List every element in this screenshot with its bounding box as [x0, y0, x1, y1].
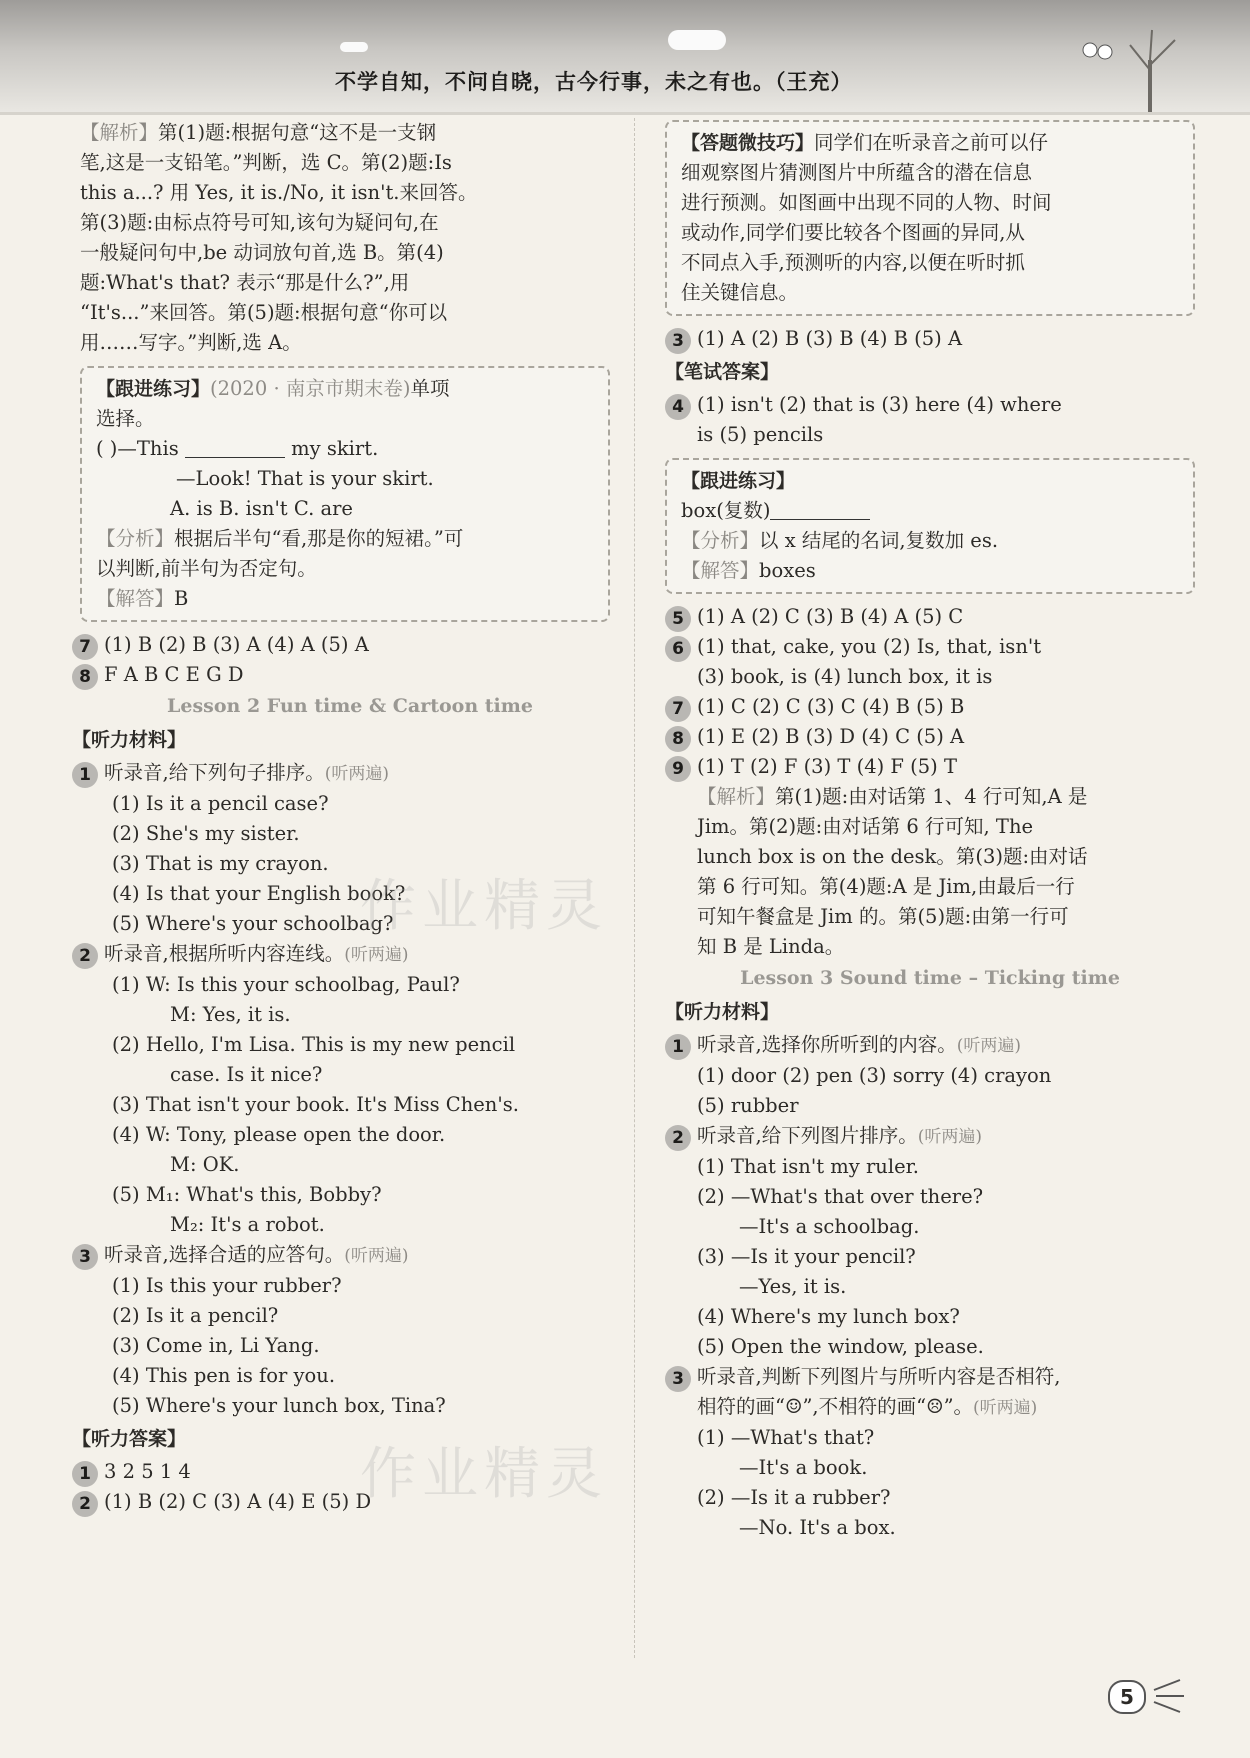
list-item: —No. It's a box.	[739, 1516, 896, 1539]
list-item: (5) Open the window, please.	[697, 1335, 984, 1358]
analysis-block	[80, 118, 620, 358]
tip-line: 或动作,同学们要比较各个图画的异同,从	[681, 221, 1025, 244]
question-number-badge: 2	[72, 1491, 98, 1517]
cloud-shape	[668, 30, 726, 50]
lesson-heading: Lesson 3 Sound time – Ticking time	[740, 967, 1120, 989]
header-motto: 不学自知，不问自晓，古今行事，未之有也。（王充）	[335, 69, 853, 94]
list-item: (4) This pen is for you.	[112, 1364, 336, 1387]
list-item: (1) —What's that?	[697, 1426, 875, 1449]
listening-question-2: 2 听录音,根据所听内容连线。(听两遍)	[72, 939, 620, 970]
list-item: (2) —Is it a rubber?	[697, 1486, 891, 1509]
followup-question: ( )—This my skirt.	[96, 437, 379, 460]
question-number-badge: 8	[72, 664, 98, 690]
followup-box	[665, 458, 1195, 594]
list-item: (4) Where's my lunch box?	[697, 1305, 960, 1328]
analysis-tag: 【解析】	[697, 785, 776, 808]
list-item: (3) Come in, Li Yang.	[112, 1334, 320, 1357]
list-item: (1) Is it a pencil case?	[112, 792, 329, 815]
list-item: —It's a book.	[739, 1456, 868, 1479]
answer-row-4-cont: is (5) pencils	[697, 423, 824, 446]
answer-row-6-cont: (3) book, is (4) lunch box, it is	[697, 665, 993, 688]
right-column	[665, 118, 1195, 1543]
analysis-tag: 【解析】	[80, 121, 159, 144]
list-item: (1) W: Is this your schoolbag, Paul?	[112, 973, 460, 996]
list-item: (2) Is it a pencil?	[112, 1304, 279, 1327]
listening-question-1: 1 听录音,给下列句子排序。(听两遍)	[72, 758, 620, 789]
question-number-badge: 7	[665, 696, 691, 722]
followup-box	[80, 366, 610, 622]
followup-answer: 【解答】B	[96, 587, 189, 610]
tip-line: 细观察图片猜测图片中所蕴含的潜在信息	[681, 161, 1033, 184]
list-item: M₂: It's a robot.	[170, 1213, 325, 1236]
answer-row-4: 4 (1) isn't (2) that is (3) here (4) where	[665, 390, 1195, 420]
listening-question-3: 3 听录音,选择合适的应答句。(听两遍)	[72, 1240, 620, 1271]
watermark: 作业精灵	[360, 874, 608, 939]
followup-question-line2: —Look! That is your skirt.	[176, 467, 434, 490]
list-item: (2) She's my sister.	[112, 822, 300, 845]
answer-row-6: 6 (1) that, cake, you (2) Is, that, isn't	[665, 632, 1195, 662]
listening-question-3-cont: 相符的画“☺”,不相符的画“☹”。(听两遍)	[697, 1395, 1038, 1418]
question-number-badge: 5	[665, 606, 691, 632]
analysis-line: 笔,这是一支铅笔。”判断，选 C。第(2)题:Is	[80, 151, 452, 174]
answer-row-8: 8 (1) E (2) B (3) D (4) C (5) A	[665, 722, 1195, 752]
question-number-badge: 9	[665, 756, 691, 782]
question-number-badge: 8	[665, 726, 691, 752]
tip-line: 不同点入手,预测听的内容,以便在听时抓	[681, 251, 1025, 274]
list-item: (4) W: Tony, please open the door.	[112, 1123, 446, 1146]
left-column	[72, 118, 620, 1517]
list-item: (1) Is this your rubber?	[112, 1274, 342, 1297]
listening-question-3: 3 听录音,判断下列图片与所听内容是否相符,	[665, 1362, 1195, 1392]
list-item: (1) That isn't my ruler.	[697, 1155, 919, 1178]
question-number-badge: 3	[665, 1366, 691, 1392]
analysis-block: 【解析】第(1)题:由对话第 1、4 行可知,A 是 Jim。第(2)题:由对话第 6 行可知, The lunch box is on the desk。第(3)题:由对话 第 6 行可知。第(4)题:A 是 Jim,由最后一行 可知午餐盒是 Jim 的。第(5)题:由第一行可 知 B 是 Linda。	[697, 785, 1088, 958]
list-item: (1) door (2) pen (3) sorry (4) crayon	[697, 1064, 1052, 1087]
list-item: (3) That isn't your book. It's Miss Chen's.	[112, 1093, 519, 1116]
list-item: (5) Where's your schoolbag?	[112, 912, 394, 935]
analysis-line: 用……写字。”判断,选 A。	[80, 331, 302, 354]
tip-line: 住关键信息。	[681, 281, 799, 304]
answer-blank	[185, 437, 285, 458]
list-item: (2) —What's that over there?	[697, 1185, 984, 1208]
page-header	[0, 0, 1250, 115]
analysis-line: this a...? 用 Yes, it is./No, it isn't.来回答。	[80, 181, 478, 204]
followup-title: 【跟进练习】	[681, 470, 796, 492]
followup-title-line2: 选择。	[96, 407, 155, 430]
answer-blank	[770, 499, 870, 520]
tree-illustration	[1070, 20, 1210, 112]
listening-answer-1: 1 3 2 5 1 4	[72, 1457, 620, 1487]
question-number-badge: 3	[72, 1244, 98, 1270]
followup-question: box(复数)	[681, 496, 1179, 526]
list-item: M: Yes, it is.	[170, 1003, 291, 1026]
answer-row-9: 9 (1) T (2) F (3) T (4) F (5) T	[665, 752, 1195, 782]
page-number-decoration	[1150, 1676, 1190, 1716]
list-item: (3) —Is it your pencil?	[697, 1245, 916, 1268]
list-item: (3) That is my crayon.	[112, 852, 329, 875]
listening-question-2: 2 听录音,给下列图片排序。(听两遍)	[665, 1121, 1195, 1152]
tip-line: 【答题微技巧】同学们在听录音之前可以仔	[681, 131, 1049, 154]
section-heading: 【听力答案】	[72, 1428, 187, 1450]
question-number-badge: 1	[72, 1461, 98, 1487]
page-number: 5	[1108, 1680, 1146, 1714]
question-number-badge: 3	[665, 328, 691, 354]
followup-answer: 【解答】boxes	[681, 559, 816, 582]
followup-options: A. is B. isn't C. are	[170, 497, 353, 520]
list-item: (4) Is that your English book?	[112, 882, 406, 905]
question-number-badge: 1	[72, 762, 98, 788]
section-heading: 【听力材料】	[72, 729, 187, 751]
followup-analysis-line2: 以判断,前半句为否定句。	[96, 557, 317, 580]
answer-row-7: 7 (1) B (2) B (3) A (4) A (5) A	[72, 630, 620, 660]
question-number-badge: 6	[665, 636, 691, 662]
list-item: (5) M₁: What's this, Bobby?	[112, 1183, 382, 1206]
list-item: (5) rubber	[697, 1094, 799, 1117]
column-divider	[634, 118, 635, 1658]
answer-row-7: 7 (1) C (2) C (3) C (4) B (5) B	[665, 692, 1195, 722]
list-item: (5) Where's your lunch box, Tina?	[112, 1394, 446, 1417]
analysis-line: 第(3)题:由标点符号可知,该句为疑问句,在	[80, 211, 439, 234]
analysis-line: 一般疑问句中,be 动词放句首,选 B。第(4)	[80, 241, 444, 264]
question-number-badge: 2	[665, 1125, 691, 1151]
question-number-badge: 4	[665, 394, 691, 420]
analysis-line: “It's...”来回答。第(5)题:根据句意“你可以	[80, 301, 448, 324]
answer-row-5: 5 (1) A (2) C (3) B (4) A (5) C	[665, 602, 1195, 632]
analysis-line: 第(1)题:根据句意“这不是一支钢	[158, 121, 437, 144]
followup-title: 【跟进练习】(2020 · 南京市期末卷)单项	[96, 377, 450, 400]
question-number-badge: 7	[72, 634, 98, 660]
list-item: —Yes, it is.	[739, 1275, 847, 1298]
question-number-badge: 1	[665, 1034, 691, 1060]
listening-question-1: 1 听录音,选择你所听到的内容。(听两遍)	[665, 1030, 1195, 1061]
watermark: 作业精灵	[360, 1442, 608, 1507]
section-heading: 【听力材料】	[665, 1001, 780, 1023]
list-item: —It's a schoolbag.	[739, 1215, 920, 1238]
list-item: (2) Hello, I'm Lisa. This is my new pencil	[112, 1033, 516, 1056]
analysis-line: 题:What's that? 表示“那是什么?”,用	[80, 271, 410, 294]
listening-answer-2: 2 (1) B (2) C (3) A (4) E (5) D	[72, 1487, 620, 1517]
tip-box	[665, 120, 1195, 316]
list-item: M: OK.	[170, 1153, 240, 1176]
section-heading: 【笔试答案】	[665, 361, 780, 383]
lesson-heading: Lesson 2 Fun time & Cartoon time	[167, 695, 533, 717]
list-item: case. Is it nice?	[170, 1063, 323, 1086]
answer-row-3: 3 (1) A (2) B (3) B (4) B (5) A	[665, 324, 1195, 354]
answer-row-8: 8 F A B C E G D	[72, 660, 620, 690]
followup-analysis: 【分析】以 x 结尾的名词,复数加 es.	[681, 529, 999, 552]
question-number-badge: 2	[72, 943, 98, 969]
tip-line: 进行预测。如图画中出现不同的人物、时间	[681, 191, 1052, 214]
followup-analysis: 【分析】根据后半句“看,那是你的短裙。”可	[96, 527, 464, 550]
cloud-shape	[340, 42, 368, 52]
